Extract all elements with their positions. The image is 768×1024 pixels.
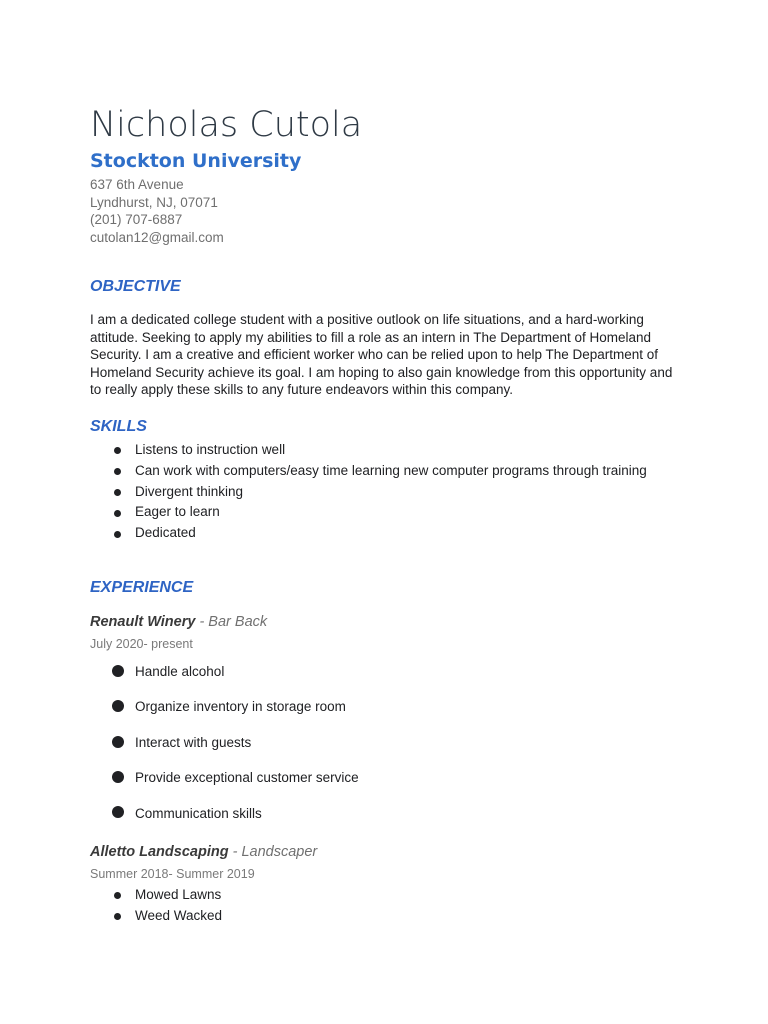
bullet-icon xyxy=(114,913,121,920)
contact-phone: (201) 707-6887 xyxy=(90,212,183,227)
skills-heading: SKILLS xyxy=(90,418,147,435)
bullet-icon xyxy=(112,771,124,783)
bullet-icon xyxy=(112,736,124,748)
contact-email: cutolan12@gmail.com xyxy=(90,229,224,245)
resume-page xyxy=(90,0,690,1024)
job-role: - Bar Back xyxy=(195,614,268,630)
list-item xyxy=(90,502,647,523)
duty-text: Weed Wacked xyxy=(135,907,223,923)
job-title-alletto xyxy=(90,842,317,862)
bullet-icon xyxy=(114,510,121,517)
list-item xyxy=(90,796,359,831)
bullet-icon xyxy=(112,665,124,677)
bullet-icon xyxy=(114,892,121,899)
duties-list-alletto xyxy=(90,885,222,927)
list-item xyxy=(90,440,647,461)
job-dates: Summer 2018- Summer 2019 xyxy=(90,867,255,881)
list-item xyxy=(90,760,359,795)
duty-text: Provide exceptional customer service xyxy=(135,770,359,786)
school-name: Stockton University xyxy=(90,150,302,172)
job-title-renault xyxy=(90,612,267,632)
objective-heading: OBJECTIVE xyxy=(90,278,181,295)
skill-text: Eager to learn xyxy=(135,504,220,520)
list-item xyxy=(90,482,647,503)
duty-text: Communication skills xyxy=(135,805,262,821)
bullet-icon xyxy=(114,489,121,496)
bullet-icon xyxy=(114,468,121,475)
duty-text: Organize inventory in storage room xyxy=(135,699,346,715)
contact-block xyxy=(90,176,224,246)
experience-heading: EXPERIENCE xyxy=(90,579,194,596)
list-item xyxy=(90,689,359,724)
list-item xyxy=(90,523,647,544)
skill-text: Divergent thinking xyxy=(135,483,244,499)
list-item xyxy=(90,461,647,482)
job-company: Alletto Landscaping xyxy=(90,844,229,860)
contact-street: 637 6th Avenue xyxy=(90,177,184,192)
bullet-icon xyxy=(112,700,124,712)
bullet-icon xyxy=(114,531,121,538)
duty-text: Handle alcohol xyxy=(135,664,225,679)
job-role: - Landscaper xyxy=(228,844,318,860)
list-item xyxy=(90,654,359,689)
list-item xyxy=(90,725,359,760)
skills-list xyxy=(90,440,647,544)
duty-text: Mowed Lawns xyxy=(135,887,222,902)
duty-text: Interact with guests xyxy=(135,734,252,750)
skill-text: Listens to instruction well xyxy=(135,442,286,457)
contact-city: Lyndhurst, NJ, 07071 xyxy=(90,194,218,210)
skill-text: Dedicated xyxy=(135,525,196,541)
job-dates: July 2020- present xyxy=(90,637,193,651)
bullet-icon xyxy=(114,447,121,454)
list-item xyxy=(90,906,222,927)
job-company: Renault Winery xyxy=(90,614,196,630)
duties-list-renault xyxy=(90,654,359,831)
skill-text: Can work with computers/easy time learning new computer programs through training xyxy=(135,462,647,478)
objective-text: I am a dedicated college student with a positive outlook on life situations, and a hard-working attitude. Seeking to apply my abilities to fill a role as an intern in The Department of Homeland Security. I am a creative and efficient worker who can be relied upon to help The Department of Homeland Security achieve its goal. I am hoping to also gain knowledge from this opportunity and to really apply these skills to any future endeavors within this company. xyxy=(90,312,673,397)
candidate-name: Nicholas Cutola xyxy=(90,105,363,145)
list-item xyxy=(90,885,222,906)
bullet-icon xyxy=(112,806,124,818)
